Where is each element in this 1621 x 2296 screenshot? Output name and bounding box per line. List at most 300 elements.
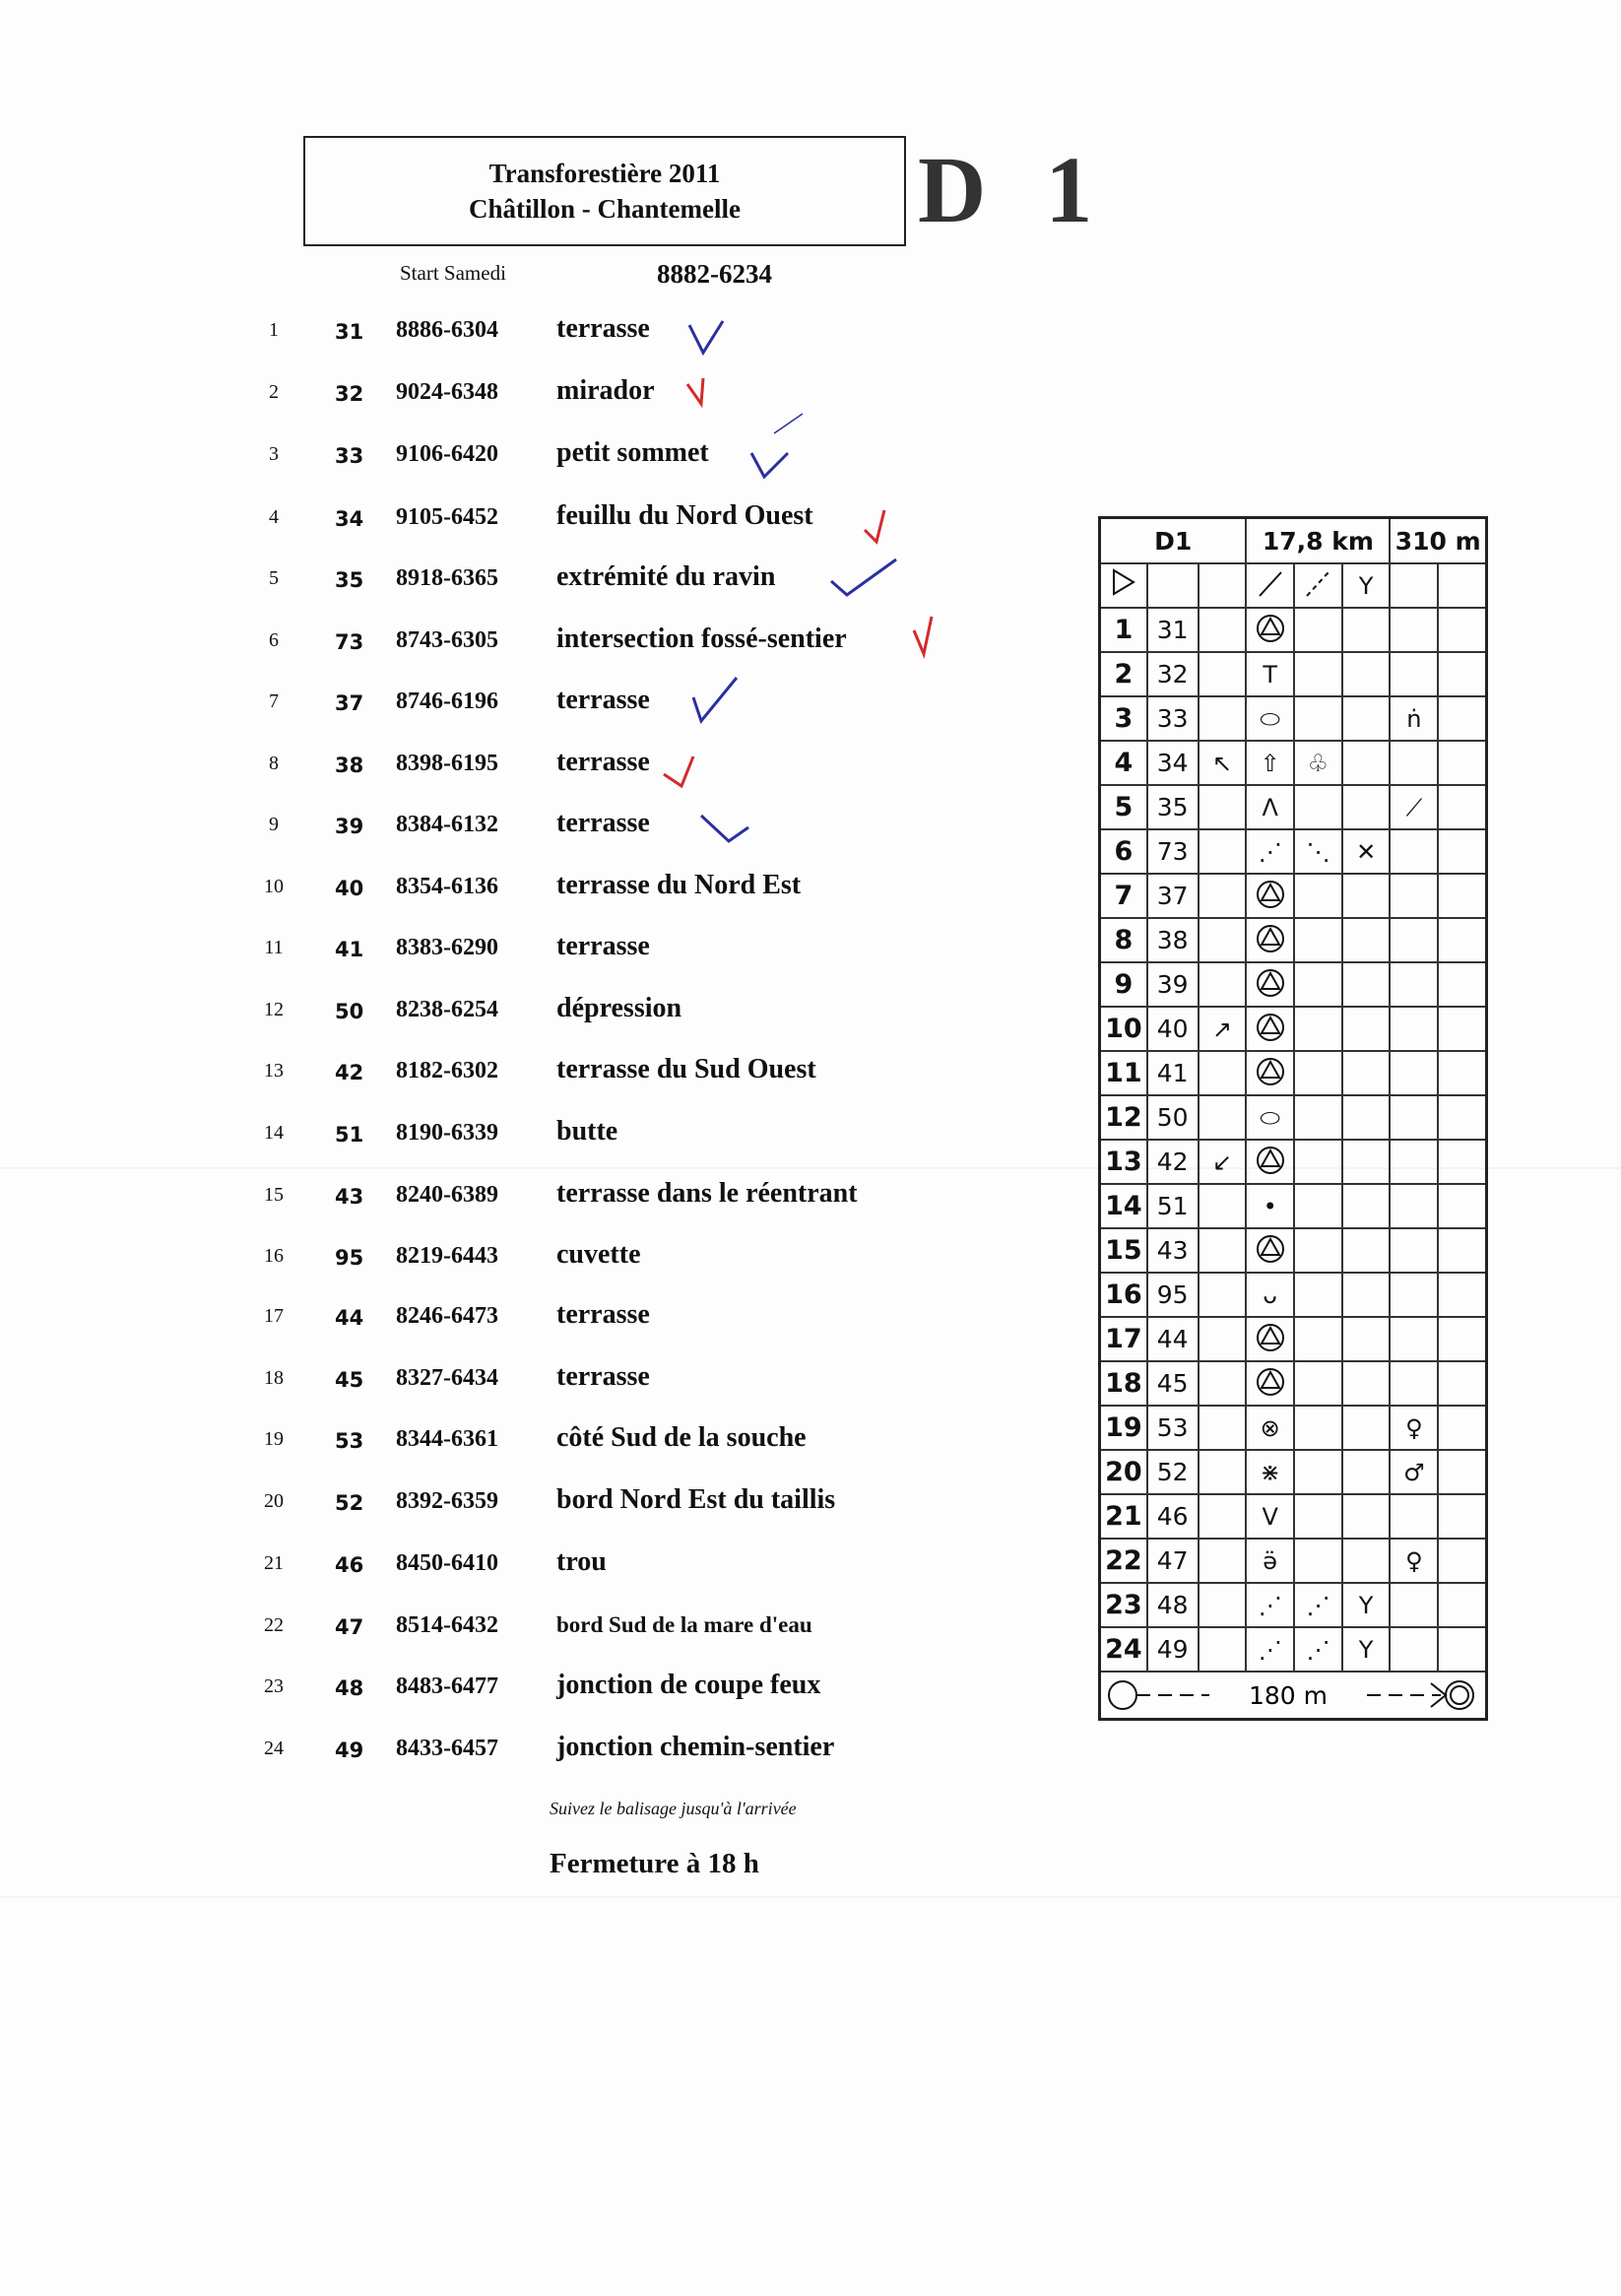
course-code: D 1	[918, 137, 1111, 242]
dimension-icon	[1342, 652, 1391, 696]
terrace-icon	[1246, 1317, 1294, 1361]
control-code: 50	[335, 1000, 364, 1023]
appearance-icon	[1294, 1317, 1342, 1361]
sheet-number: 17	[1100, 1317, 1147, 1361]
control-index: 12	[264, 999, 284, 1020]
sheet-cell	[1438, 785, 1486, 829]
appearance-icon	[1294, 608, 1342, 652]
direction-icon	[1199, 874, 1247, 918]
direction-icon	[1199, 1361, 1247, 1406]
sheet-row	[1100, 1627, 1487, 1672]
control-description: dépression	[556, 993, 682, 1023]
terrace-icon	[1246, 962, 1294, 1007]
direction-icon	[1199, 1539, 1247, 1583]
control-coord: 8392-6359	[396, 1488, 498, 1514]
sheet-number: 9	[1100, 962, 1147, 1007]
control-coord: 8383-6290	[396, 935, 498, 960]
feature-icon: ⋇	[1246, 1450, 1294, 1494]
sheet-cell	[1438, 1228, 1486, 1273]
dimension-icon	[1342, 1317, 1391, 1361]
start-label: Start Samedi	[400, 261, 506, 285]
appearance-icon	[1294, 1007, 1342, 1051]
terrace-icon	[1246, 918, 1294, 962]
location-icon	[1390, 1583, 1438, 1627]
dimension-icon	[1342, 1539, 1391, 1583]
dimension-icon	[1342, 1140, 1391, 1184]
terrace-icon	[1246, 1051, 1294, 1095]
control-code: 32	[335, 382, 364, 406]
control-index: 18	[264, 1367, 284, 1389]
control-description: cuvette	[556, 1239, 641, 1270]
appearance-icon	[1294, 1140, 1342, 1184]
sheet-header-row	[1100, 518, 1487, 564]
sheet-number: 10	[1100, 1007, 1147, 1051]
closing-time: Fermeture à 18 h	[550, 1848, 759, 1879]
check-mark-3b	[774, 414, 803, 433]
sheet-row	[1100, 608, 1487, 652]
dimension-icon	[1342, 1273, 1391, 1317]
sheet-cell	[1390, 563, 1438, 608]
event-title: Transforestière 2011	[488, 159, 721, 188]
appearance-icon: ⋰	[1294, 1583, 1342, 1627]
dimension-icon	[1342, 1361, 1391, 1406]
control-coord: 8886-6304	[396, 317, 498, 343]
direction-icon	[1199, 608, 1247, 652]
control-index: 17	[264, 1305, 284, 1327]
sheet-number: 11	[1100, 1051, 1147, 1095]
sheet-row	[1100, 1007, 1487, 1051]
sheet-number: 3	[1100, 696, 1147, 741]
check-mark-1	[689, 321, 723, 353]
sheet-row	[1100, 1494, 1487, 1539]
control-coord: 8384-6132	[396, 812, 498, 837]
sheet-cell	[1438, 1494, 1486, 1539]
finish-distance: 180 m	[1248, 1681, 1329, 1710]
dimension-icon	[1342, 1494, 1391, 1539]
sheet-code: 34	[1147, 741, 1199, 785]
sheet-row	[1100, 1273, 1487, 1317]
terrace-icon	[1246, 1361, 1294, 1406]
dimension-icon	[1342, 741, 1391, 785]
control-description: terrasse du Sud Ouest	[556, 1054, 816, 1084]
sheet-cell	[1438, 1140, 1486, 1184]
appearance-icon	[1294, 874, 1342, 918]
direction-icon	[1199, 962, 1247, 1007]
junction-icon: Y	[1342, 563, 1391, 608]
control-code: 31	[335, 320, 364, 344]
control-coord: 8746-6196	[396, 689, 498, 714]
location-icon	[1390, 1007, 1438, 1051]
finish-route	[1100, 1672, 1487, 1720]
feature-icon: Λ	[1246, 785, 1294, 829]
direction-icon	[1199, 1494, 1247, 1539]
direction-icon	[1199, 918, 1247, 962]
sheet-length: 17,8 km	[1246, 518, 1390, 564]
sheet-code: 39	[1147, 962, 1199, 1007]
control-description: intersection fossé-sentier	[556, 623, 847, 654]
sheet-row	[1100, 1583, 1487, 1627]
control-index: 9	[269, 814, 279, 835]
sheet-code: 41	[1147, 1051, 1199, 1095]
sheet-cell	[1438, 1007, 1486, 1051]
control-code: 95	[335, 1246, 364, 1270]
dimension-icon: ✕	[1342, 829, 1391, 874]
path-icon	[1246, 563, 1294, 608]
dimension-icon	[1342, 1095, 1391, 1140]
sheet-cell	[1438, 652, 1486, 696]
sheet-number: 1	[1100, 608, 1147, 652]
sheet-code: 73	[1147, 829, 1199, 874]
sheet-code: 42	[1147, 1140, 1199, 1184]
sheet-cell	[1438, 1273, 1486, 1317]
sheet-number: 23	[1100, 1583, 1147, 1627]
location-icon	[1390, 608, 1438, 652]
dimension-icon	[1342, 1007, 1391, 1051]
control-description: butte	[556, 1116, 618, 1147]
appearance-icon	[1294, 1450, 1342, 1494]
feature-icon: •	[1246, 1184, 1294, 1228]
dimension-icon	[1342, 1184, 1391, 1228]
control-code: 39	[335, 815, 364, 838]
sheet-cell	[1438, 1539, 1486, 1583]
appearance-icon	[1294, 1228, 1342, 1273]
control-description: côté Sud de la souche	[556, 1422, 807, 1453]
appearance-icon	[1294, 918, 1342, 962]
control-index: 4	[269, 506, 279, 528]
control-description: terrasse du Nord Est	[556, 870, 802, 900]
control-description: terrasse	[556, 685, 650, 715]
check-mark-7	[693, 678, 737, 721]
sheet-code: 51	[1147, 1184, 1199, 1228]
control-coord: 9024-6348	[396, 379, 498, 405]
sheet-code: 53	[1147, 1406, 1199, 1450]
control-index: 8	[269, 753, 279, 774]
feature-icon: V	[1246, 1494, 1294, 1539]
dimension-icon	[1342, 874, 1391, 918]
control-coord: 9106-6420	[396, 441, 498, 467]
sheet-number: 6	[1100, 829, 1147, 874]
location-icon	[1390, 1184, 1438, 1228]
control-coord: 8433-6457	[396, 1736, 498, 1761]
location-icon	[1390, 1361, 1438, 1406]
sheet-code: 45	[1147, 1361, 1199, 1406]
follow-note: Suivez le balisage jusqu'à l'arrivée	[550, 1799, 797, 1818]
control-index: 22	[264, 1614, 284, 1636]
control-coord: 8743-6305	[396, 627, 498, 653]
feature-icon: ⬭	[1246, 696, 1294, 741]
start-triangle-icon	[1100, 563, 1147, 608]
location-icon	[1390, 1317, 1438, 1361]
feature-icon: ⋰	[1246, 1583, 1294, 1627]
sheet-number: 5	[1100, 785, 1147, 829]
dimension-icon	[1342, 1406, 1391, 1450]
appearance-icon	[1294, 696, 1342, 741]
appearance-icon: ⋰	[1294, 1627, 1342, 1672]
dimension-icon	[1342, 918, 1391, 962]
check-mark-5	[831, 559, 896, 595]
location-icon	[1390, 1273, 1438, 1317]
control-coord: 8219-6443	[396, 1243, 498, 1269]
sheet-row	[1100, 652, 1487, 696]
feature-icon: ⋰	[1246, 829, 1294, 874]
sheet-row	[1100, 785, 1487, 829]
event-location: Châtillon - Chantemelle	[469, 194, 741, 224]
control-description: mirador	[556, 375, 655, 406]
control-index: 10	[264, 876, 284, 897]
direction-icon	[1199, 1228, 1247, 1273]
control-index: 21	[264, 1552, 284, 1574]
control-code: 48	[335, 1676, 364, 1700]
terrace-icon	[1246, 1007, 1294, 1051]
sheet-cell	[1438, 1450, 1486, 1494]
control-code: 34	[335, 507, 364, 531]
control-code: 47	[335, 1615, 364, 1639]
sheet-number: 2	[1100, 652, 1147, 696]
sheet-cell	[1438, 1361, 1486, 1406]
terrace-icon	[1246, 608, 1294, 652]
direction-icon: ↖	[1199, 741, 1247, 785]
control-coord: 8240-6389	[396, 1182, 498, 1208]
control-description: petit sommet	[556, 437, 709, 468]
sheet-row	[1100, 741, 1487, 785]
sheet-code: 50	[1147, 1095, 1199, 1140]
dimension-icon	[1342, 1450, 1391, 1494]
control-description: terrasse	[556, 808, 650, 838]
direction-icon	[1199, 1184, 1247, 1228]
control-coord: 8483-6477	[396, 1673, 498, 1699]
appearance-icon	[1294, 962, 1342, 1007]
sheet-cell	[1438, 563, 1486, 608]
control-description: terrasse dans le réentrant	[556, 1178, 858, 1209]
appearance-icon	[1294, 1051, 1342, 1095]
control-coord: 8398-6195	[396, 751, 498, 776]
track-icon	[1294, 563, 1342, 608]
control-index: 2	[269, 381, 279, 403]
sheet-number: 21	[1100, 1494, 1147, 1539]
control-index: 7	[269, 690, 279, 712]
sheet-code: 40	[1147, 1007, 1199, 1051]
control-description: feuillu du Nord Ouest	[556, 500, 813, 531]
control-index: 5	[269, 567, 279, 589]
terrace-icon	[1246, 874, 1294, 918]
control-description: terrasse	[556, 313, 650, 344]
control-coord: 8354-6136	[396, 874, 498, 899]
location-icon	[1390, 1494, 1438, 1539]
sheet-course: D1	[1100, 518, 1247, 564]
control-code: 46	[335, 1553, 364, 1577]
control-description: bord Sud de la mare d'eau	[556, 1612, 812, 1637]
dimension-icon	[1342, 962, 1391, 1007]
dimension-icon	[1342, 785, 1391, 829]
sheet-finish-row	[1100, 1672, 1487, 1720]
control-code: 44	[335, 1306, 364, 1330]
check-mark-8	[664, 756, 693, 786]
sheet-row	[1100, 1184, 1487, 1228]
control-index: 19	[264, 1428, 284, 1450]
control-code: 49	[335, 1738, 364, 1762]
sheet-row	[1100, 1317, 1487, 1361]
sheet-number: 20	[1100, 1450, 1147, 1494]
sheet-number: 8	[1100, 918, 1147, 962]
direction-icon	[1199, 1273, 1247, 1317]
control-index: 6	[269, 629, 279, 651]
feature-icon: ᴗ	[1246, 1273, 1294, 1317]
appearance-icon	[1294, 1494, 1342, 1539]
sheet-start-row	[1100, 563, 1487, 608]
control-description: jonction de coupe feux	[556, 1670, 821, 1700]
control-index: 11	[264, 937, 284, 958]
control-coord: 8514-6432	[396, 1612, 498, 1638]
sheet-code: 47	[1147, 1539, 1199, 1583]
terrace-icon	[1246, 1228, 1294, 1273]
sheet-cell	[1438, 1317, 1486, 1361]
sheet-number: 13	[1100, 1140, 1147, 1184]
control-code: 43	[335, 1185, 364, 1209]
control-coord: 8918-6365	[396, 565, 498, 591]
control-coord: 8450-6410	[396, 1550, 498, 1576]
control-description: terrasse	[556, 1299, 650, 1330]
sheet-row	[1100, 1140, 1487, 1184]
control-code: 41	[335, 938, 364, 961]
sheet-row	[1100, 696, 1487, 741]
direction-icon	[1199, 1095, 1247, 1140]
sheet-number: 7	[1100, 874, 1147, 918]
control-code: 53	[335, 1429, 364, 1453]
location-icon	[1390, 962, 1438, 1007]
direction-icon: ↗	[1199, 1007, 1247, 1051]
sheet-code: 46	[1147, 1494, 1199, 1539]
appearance-icon	[1294, 1273, 1342, 1317]
control-index: 16	[264, 1245, 284, 1267]
location-icon: ♀	[1390, 1406, 1438, 1450]
direction-icon	[1199, 1406, 1247, 1450]
appearance-icon	[1294, 1095, 1342, 1140]
control-coord: 8327-6434	[396, 1365, 498, 1391]
appearance-icon	[1294, 1184, 1342, 1228]
control-coord: 8190-6339	[396, 1120, 498, 1146]
control-description: terrasse	[556, 747, 650, 777]
sheet-cell	[1438, 962, 1486, 1007]
control-index: 13	[264, 1060, 284, 1082]
location-icon: ♀	[1390, 1539, 1438, 1583]
location-icon	[1390, 874, 1438, 918]
control-code: 42	[335, 1061, 364, 1084]
sheet-cell	[1438, 829, 1486, 874]
control-description-sheet	[1098, 516, 1488, 1721]
sheet-number: 22	[1100, 1539, 1147, 1583]
location-icon	[1390, 1140, 1438, 1184]
direction-icon	[1199, 1627, 1247, 1672]
control-description: trou	[556, 1546, 607, 1577]
control-code: 33	[335, 444, 364, 468]
sheet-cell	[1438, 1583, 1486, 1627]
sheet-number: 4	[1100, 741, 1147, 785]
sheet-climb: 310 m	[1390, 518, 1486, 564]
control-description: terrasse	[556, 931, 650, 961]
sheet-code: 33	[1147, 696, 1199, 741]
sheet-number: 18	[1100, 1361, 1147, 1406]
control-code: 35	[335, 568, 364, 592]
control-description: extrémité du ravin	[556, 561, 776, 592]
location-icon	[1390, 652, 1438, 696]
sheet-code: 43	[1147, 1228, 1199, 1273]
control-index: 3	[269, 443, 279, 465]
sheet-code: 35	[1147, 785, 1199, 829]
direction-icon	[1199, 785, 1247, 829]
control-code: 51	[335, 1123, 364, 1147]
sheet-row	[1100, 918, 1487, 962]
control-description: terrasse	[556, 1361, 650, 1392]
sheet-cell	[1438, 1095, 1486, 1140]
sheet-code: 38	[1147, 918, 1199, 962]
dimension-icon: Y	[1342, 1627, 1391, 1672]
location-icon	[1390, 1095, 1438, 1140]
appearance-icon: ♧	[1294, 741, 1342, 785]
terrace-icon	[1246, 1140, 1294, 1184]
dimension-icon	[1342, 1051, 1391, 1095]
sheet-cell	[1438, 1051, 1486, 1095]
check-mark-6	[914, 617, 932, 654]
appearance-icon	[1294, 1361, 1342, 1406]
sheet-row	[1100, 829, 1487, 874]
location-icon	[1390, 741, 1438, 785]
control-coord: 8182-6302	[396, 1058, 498, 1083]
direction-icon	[1199, 1450, 1247, 1494]
appearance-icon	[1294, 1406, 1342, 1450]
sheet-number: 19	[1100, 1406, 1147, 1450]
feature-icon: ⇧	[1246, 741, 1294, 785]
appearance-icon: ⋱	[1294, 829, 1342, 874]
control-code: 45	[335, 1368, 364, 1392]
control-index: 1	[269, 319, 279, 341]
sheet-code: 44	[1147, 1317, 1199, 1361]
location-icon	[1390, 1228, 1438, 1273]
sheet-row	[1100, 1228, 1487, 1273]
control-coord: 9105-6452	[396, 504, 498, 530]
location-icon: ⟋	[1390, 785, 1438, 829]
sheet-code: 37	[1147, 874, 1199, 918]
sheet-number: 15	[1100, 1228, 1147, 1273]
direction-icon	[1199, 652, 1247, 696]
sheet-row	[1100, 1051, 1487, 1095]
location-icon: ṅ	[1390, 696, 1438, 741]
sheet-number: 16	[1100, 1273, 1147, 1317]
feature-icon: T	[1246, 652, 1294, 696]
control-code: 40	[335, 877, 364, 900]
check-mark-4	[865, 510, 884, 542]
sheet-cell	[1438, 741, 1486, 785]
sheet-row	[1100, 874, 1487, 918]
dimension-icon	[1342, 1228, 1391, 1273]
sheet-row	[1100, 1095, 1487, 1140]
control-code: 37	[335, 691, 364, 715]
control-code: 52	[335, 1491, 364, 1515]
direction-icon	[1199, 829, 1247, 874]
check-mark-9	[701, 816, 748, 841]
dimension-icon: Y	[1342, 1583, 1391, 1627]
sheet-code: 95	[1147, 1273, 1199, 1317]
sheet-row	[1100, 1406, 1487, 1450]
sheet-cell	[1199, 563, 1247, 608]
check-mark-2	[687, 378, 703, 404]
direction-icon: ↙	[1199, 1140, 1247, 1184]
control-description: bord Nord Est du taillis	[556, 1484, 836, 1515]
control-coord: 8344-6361	[396, 1426, 498, 1452]
direction-icon	[1199, 1583, 1247, 1627]
control-index: 20	[264, 1490, 284, 1512]
appearance-icon	[1294, 785, 1342, 829]
sheet-number: 14	[1100, 1184, 1147, 1228]
